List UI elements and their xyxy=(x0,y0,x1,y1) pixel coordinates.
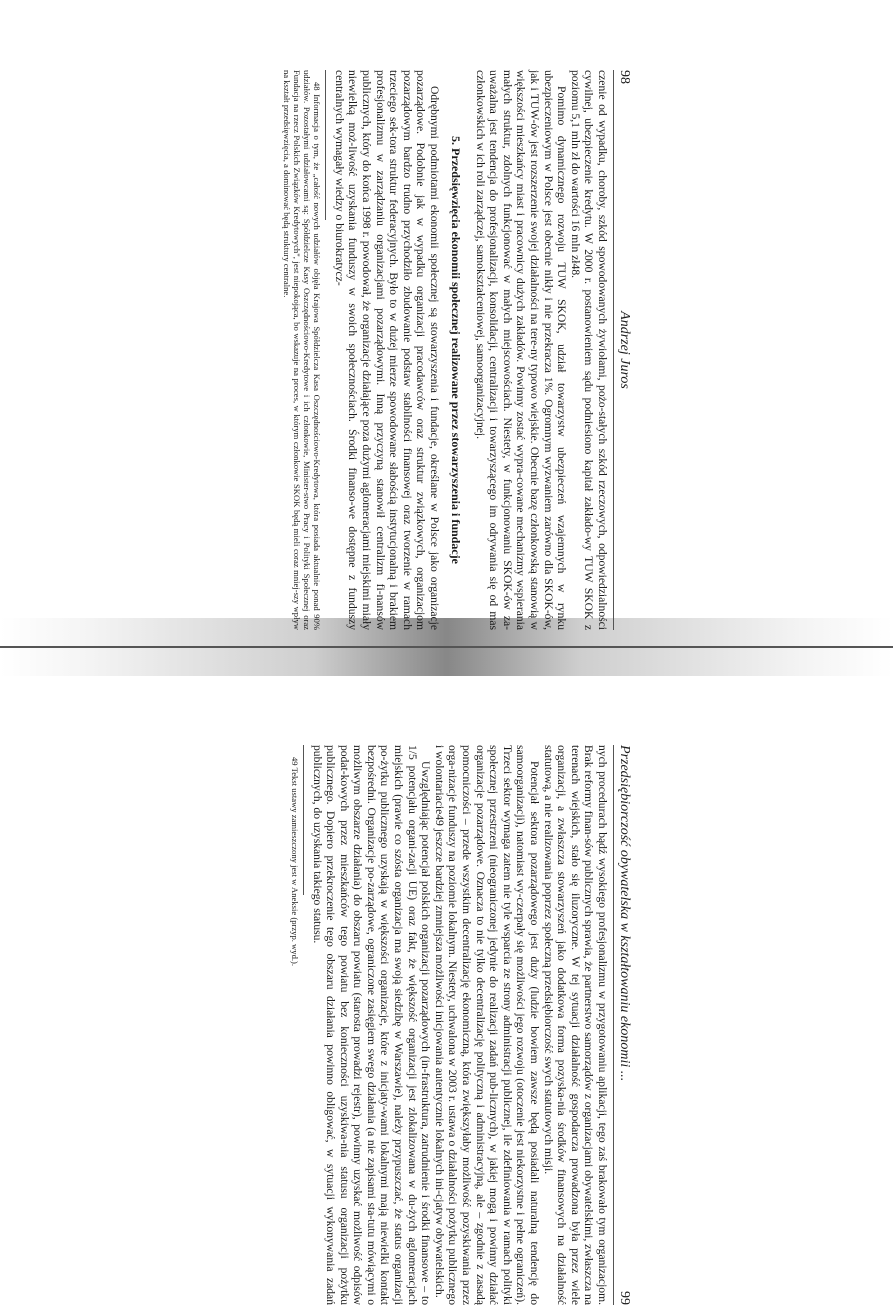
section-title: 5. Przedsięwzięcia ekonomii społecznej realizowane przez stowarzyszenia i fundacje xyxy=(448,135,463,564)
paragraph: nych procedurach bądź wysokiego profesjonalizmu w przygotowaniu aplikacji, tego zaś brakowało tym organizacjom. Brak reformy finan-sów publicznych sprawia, że partnerstwo samorządów z organizacjami obywatelskimi, zwłaszcza na terenach wiejskich, stało się iluzoryczne. W tej sytuacji działalność gospodarcza prowadzona była przez wiele organizacji, a zwłaszcza stowarzyszeń jako dodatkowa forma pozyska-nia środków finansowych na działalność statutową, a nie realizowania poprzez społeczną przedsiębiorczość swych statutowych misji. xyxy=(541,745,609,1305)
footnote-separator xyxy=(325,70,326,220)
running-head: Andrzej Juros xyxy=(616,311,632,389)
left-page xyxy=(281,70,632,630)
paragraph: Odrębnymi podmiotami ekonomii społecznej są stowarzyszenia i fundacje, określane w Polsce jako organizacje pozarządowe. Podobnie jak w wypadku organizacji pracodawców oraz struktur związkowych, organizacjom pozarządowym bardzo trudno przychodziło zbudowanie podstaw stabilności finansowej oraz tworzenie w ramach trzeciego sek-tora struktur federacyjnych. Było to w dużej mierze spowodowane słabością instytucjonalną i brakiem profesjonalizmu w zarządzaniu organizacjami pozarządowymi. Inną przyczyną stanowił centralizm fi-nansów publicznych, który do końca 1998 r. powodował, że organizacje działające poza dużymi aglomeracjami miejskimi miały niewielką moż-liwość uzyskania funduszy w swoich społecznościach. Środki finanso-we dostępne z funduszy centralnych wymagały wiedzy o biurokratycz- xyxy=(332,70,441,630)
footnote-separator xyxy=(302,745,303,895)
page-number: 98 xyxy=(616,70,632,84)
page-header xyxy=(613,745,632,1305)
paragraph: Pomimo dynamicznego rozwoju TUW SKOK, udział towarzystw ubezpieczeń wzajemnych w rynku ubezpieczeniowym w Polsce jest obecnie nikły i nie przekracza 1%. Ogromnym wyzwaniem zarówno dla SKOK-ów, jak i TUW-ów jest rozszerzenie swojej działalności na tere-ny typowo wiejskie. Obecnie bazę członkowską stanowią w większości mieszkańcy miast i pracownicy dużych zakładów. Powinny zostać wypra-cowane mechanizmy wspierania małych struktur, zdolnych funkcjonować w małych miejscowościach. Niestety, w funkcjonowaniu SKOK-ów za-uważalna jest tendencja do profesjonalizacji, konsolidacji, centralizacji i towarzyszącego im odrywania się od mas członkowskich w ich roli zarządczej, samokształceniowej, samoorganizacyjnej. xyxy=(473,70,568,630)
paragraph: Potencjał sektora pozarządowego jest duży (ludzie bowiem zawsze będą posiadali naturalną tendencję do samoorganizacji), natomiast wy-czerpały się możliwości jego rozwoju (otoczenie jest niekorzystne i pełne ograniczeń). Trzeci sektor wymaga zatem nie tyle wsparcia ze strony administracji publicznej, ile zdefiniowania w ramach polityki społecznej przestrzeni (nieograniczonej jedynie do realizacji zadań pub-licznych), w jakiej mogą i powinny działać organizacje pozarządowe. Oznacza to nie tylko decentralizację polityczną i administracyjną, ale – zgodnie z zasadą pomocniczości – przede wszystkim decentralizację ekonomiczną, która zwiększyłaby możliwość pozyskiwania przez orga-nizacje funduszy na poziomie lokalnym. Niestety, uchwalona w 2003 r. ustawa o działalności pożytku publicznego i wolontariacie49 jeszcze bardziej zmniejsza możliwości inicjowania autentycznie lokalnych ini-cjatyw obywatelskich. xyxy=(432,745,541,1305)
paragraph: Uwzględniając potencjał polskich organizacji pozarządowych (in-frastruktura, zatrudnienie i środki finansowe – to 1/5 potencjału organi-zacji UE) oraz fakt, że większość organizacji jest zlokalizowana w du-żych aglomeracjach miejskich (prawie co szósta organizacja ma swoją siedzibę w Warszawie), należy przypuszczać, że status organizacji po-żytku publicznego uzyskają w większości organizacje, które z inicjaty-wami lokalnymi mają niewielki kontakt bezpośredni. Organizacje po-zarządowe, ograniczone zasięgiem swego działania (a nie zapisami sta-tutu mówiącymi o możliwym obszarze działania) do obszaru powiatu (starosta prowadzi rejestr), powinny uzyskać możliwość odpisów podat-kowych przez mieszkańców tego powiatu bez konieczności uzyskiwa-nia statusu organizacji pożytku publicznego. Dopiero przekroczenie tego obszaru działania powinno obligować, w sytuacji wykonywania zadań publicznych, do uzyskania takiego statusu. xyxy=(310,745,432,1305)
page-header xyxy=(613,70,632,630)
paragraph: czenie od wypadku, choroby, szkód spowodowanych żywiołami, pożo-stałych szkód rzeczowych, odpowiedzialności cywilnej, ubezpieczenie kredytu. W 2000 r. postanowieniem sądu podniesiono kapitał zakłado-wy TUW SKOK z poziomu 5,1 mln zł do wartości 16 mln zł48. xyxy=(568,70,609,630)
book-fold-line xyxy=(0,646,893,648)
page-number: 99 xyxy=(616,1291,632,1305)
running-head: Przedsiębiorczość obywatelska w kształtowaniu ekonomii ... xyxy=(616,745,632,1082)
footnote: 48 Informacja o tym, że „całość nowych udziałów objęła Krajowa Spółdzielcza Kasa Oszczędnościowo-Kredytowa, która posiada aktualnie ponad 90% udziałów. Pozostałymi udziałowcami są: Spółdzielcze Kasy Oszczędnościowo-Kredytowe i ich członkowie, Minister-stwo Pracy i Polityki Społecznej oraz Fundacja na rzecz Polskich Związków Kredytowych", jest niepokojąca, bo wskazuje na proces, w którym członkowie SKOK będą mieli coraz mniej-szy wpływ na kształt przedsięwzięcia, a dominować będą struktury centralne. xyxy=(281,70,322,630)
right-page xyxy=(289,745,632,1305)
footnote: 49 Tekst ustawy zamieszczony jest w Aneksie (przyp. wyd.). xyxy=(289,757,300,967)
